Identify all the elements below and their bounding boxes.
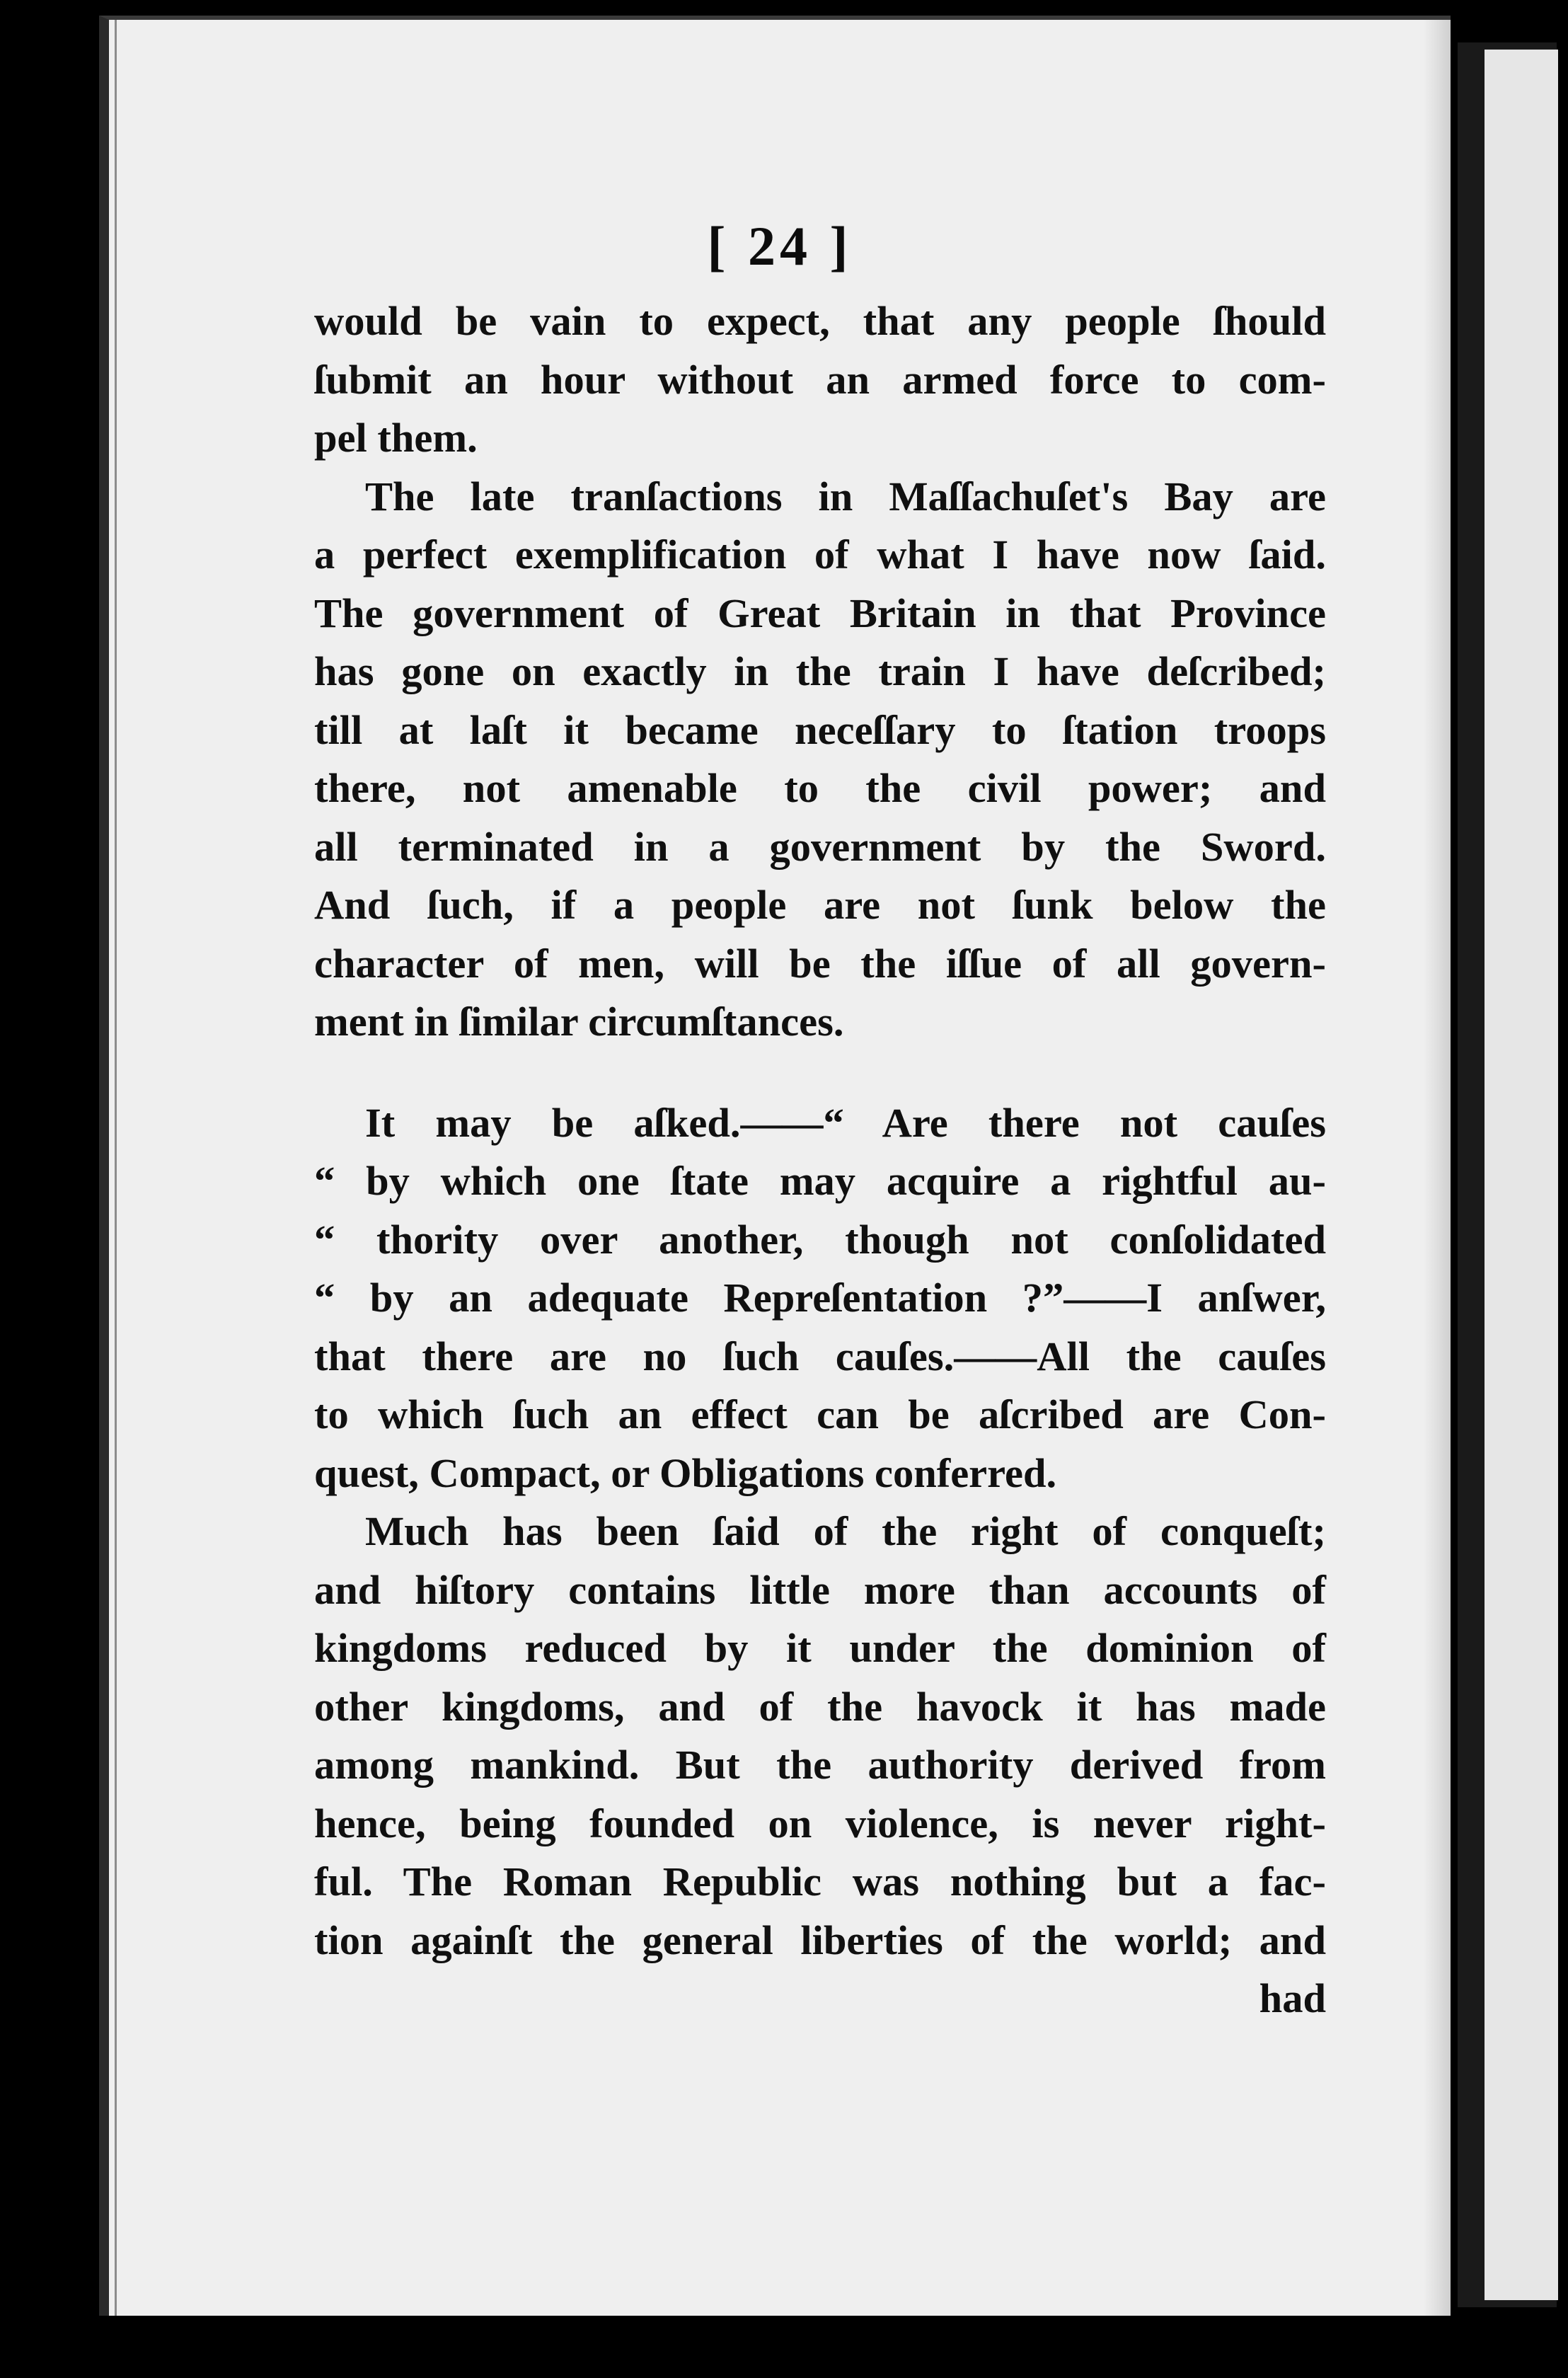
page-number: [ 24 ] <box>707 215 853 277</box>
text-line: ſubmit an hour without an armed force to com- <box>314 356 1326 403</box>
text-line: hence, being founded on violence, is never right- <box>314 1800 1326 1846</box>
text-line: quest, Compact, or Obligations conferred. <box>314 1449 1057 1496</box>
text-line: character of men, will be the iſſue of all govern- <box>314 940 1326 987</box>
text-line: among mankind. But the authority derived from <box>314 1742 1326 1788</box>
text-line: The government of Great Britain in that Province <box>314 590 1326 636</box>
body-text <box>314 292 1326 2028</box>
text-line: all terminated in a government by the Sword. <box>314 823 1326 870</box>
book-page <box>99 16 1451 2316</box>
text-line: kingdoms reduced by it under the dominion of <box>314 1625 1326 1671</box>
text-line: has gone on exactly in the train I have deſcribed; <box>314 648 1326 694</box>
next-page-edge <box>1485 50 1558 2300</box>
paragraph-gap <box>314 1052 1326 1094</box>
text-line: tion againſt the general liberties of the world; and <box>314 1917 1326 1963</box>
page-gutter-line <box>109 20 117 2316</box>
page-shadow <box>1424 20 1451 2316</box>
text-line: and hiſtory contains little more than accounts of <box>314 1566 1326 1613</box>
text-line: ful. The Roman Republic was nothing but a fac- <box>314 1859 1326 1905</box>
text-line: “ thority over another, though not conſolidated <box>314 1216 1326 1263</box>
text-line: would be vain to expect, that any people ſhould <box>314 298 1326 344</box>
text-line: had <box>1259 1975 1326 2021</box>
text-line: Much has been ſaid of the right of conqueſt; <box>365 1508 1326 1554</box>
text-line: pel them. <box>314 415 478 461</box>
text-line: ment in ſimilar circumſtances. <box>314 999 844 1045</box>
text-line: The late tranſactions in Maſſachuſet's Bay are <box>365 473 1326 519</box>
text-line: “ by an adequate Repreſentation ?”——I anſwer, <box>314 1275 1326 1321</box>
text-line: a perfect exemplification of what I have now ſaid. <box>314 532 1326 578</box>
text-line: to which ſuch an effect can be aſcribed are Con- <box>314 1391 1326 1437</box>
text-line: other kingdoms, and of the havock it has made <box>314 1683 1326 1730</box>
text-line: “ by which one ſtate may acquire a rightful au- <box>314 1158 1326 1204</box>
text-line: till at laſt it became neceſſary to ſtation troops <box>314 706 1326 753</box>
text-line: And ſuch, if a people are not ſunk below the <box>314 882 1326 928</box>
text-line: that there are no ſuch cauſes.——All the cauſes <box>314 1333 1326 1379</box>
text-line: there, not amenable to the civil power; and <box>314 765 1326 811</box>
text-line: It may be aſked.——“ Are there not cauſes <box>365 1099 1326 1146</box>
